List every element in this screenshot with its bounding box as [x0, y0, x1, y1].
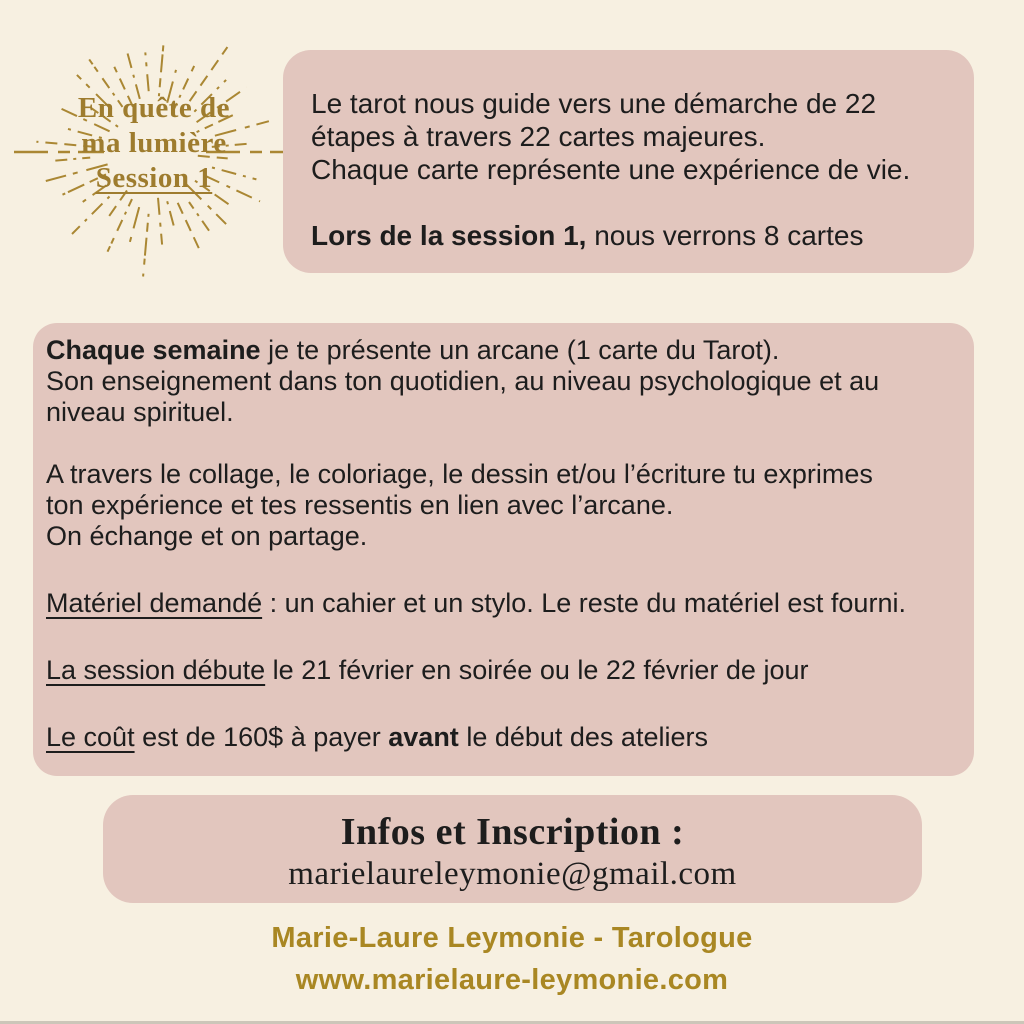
details-paragraph-2 — [46, 459, 962, 552]
details-panel — [33, 323, 974, 776]
intro-paragraph-1 — [311, 87, 956, 186]
session-debute-underlined: La session débute — [46, 655, 266, 685]
materiel-rest: : un cahier et un stylo. Le reste du matériel est fourni. — [262, 588, 906, 618]
materiel-underlined: Matériel demandé — [46, 588, 263, 618]
logo-text — [14, 91, 294, 196]
cout-end: le début des ateliers — [458, 722, 708, 752]
details-line-1 — [46, 335, 962, 366]
contact-email: marielaureleymonie@gmail.com — [288, 856, 737, 892]
logo-line-2: ma lumière — [81, 127, 227, 159]
details-line-6: On échange et on partage. — [46, 521, 368, 551]
cost-paragraph — [46, 722, 962, 753]
logo-en-quete-de-ma-lumiere — [0, 0, 320, 310]
cout-mid: est de 160$ à payer — [134, 722, 389, 752]
logo-line-1: En quête de — [77, 92, 231, 124]
details-line-5: ton expérience et tes ressentis en lien avec l’arcane. — [46, 490, 674, 520]
contact-title: Infos et Inscription : — [340, 811, 685, 853]
session-debute-rest: le 21 février en soirée ou le 22 février de jour — [265, 655, 809, 685]
chaque-semaine-rest: je te présente un arcane (1 carte du Tarot). — [260, 335, 780, 365]
avant-bold: avant — [388, 722, 459, 752]
intro-line-1: Le tarot nous guide vers une démarche de 22 — [311, 88, 877, 119]
intro-session1-bold: Lors de la session 1, — [311, 220, 587, 251]
contact-panel — [103, 795, 922, 903]
details-line-2: Son enseignement dans ton quotidien, au niveau psychologique et au — [46, 366, 880, 396]
details-line-4: A travers le collage, le coloriage, le dessin et/ou l’écriture tu exprimes — [46, 459, 873, 489]
materiel-paragraph — [46, 588, 962, 619]
intro-session1-rest: nous verrons 8 cartes — [586, 220, 864, 251]
cout-underlined: Le coût — [46, 722, 135, 752]
logo-line-session: Session 1 — [95, 162, 213, 194]
chaque-semaine-bold: Chaque semaine — [46, 335, 261, 365]
intro-panel — [283, 50, 974, 273]
footer-name-tarologue: Marie-Laure Leymonie - Tarologue — [271, 922, 753, 954]
details-line-3: niveau spirituel. — [46, 397, 234, 427]
footer-website: www.marielaure-leymonie.com — [295, 964, 729, 996]
intro-line-2: étapes à travers 22 cartes majeures. — [311, 121, 766, 152]
session-date-paragraph — [46, 655, 962, 686]
details-paragraph-1 — [46, 335, 962, 428]
intro-paragraph-2 — [311, 219, 956, 252]
intro-line-3: Chaque carte représente une expérience de vie. — [311, 154, 911, 185]
